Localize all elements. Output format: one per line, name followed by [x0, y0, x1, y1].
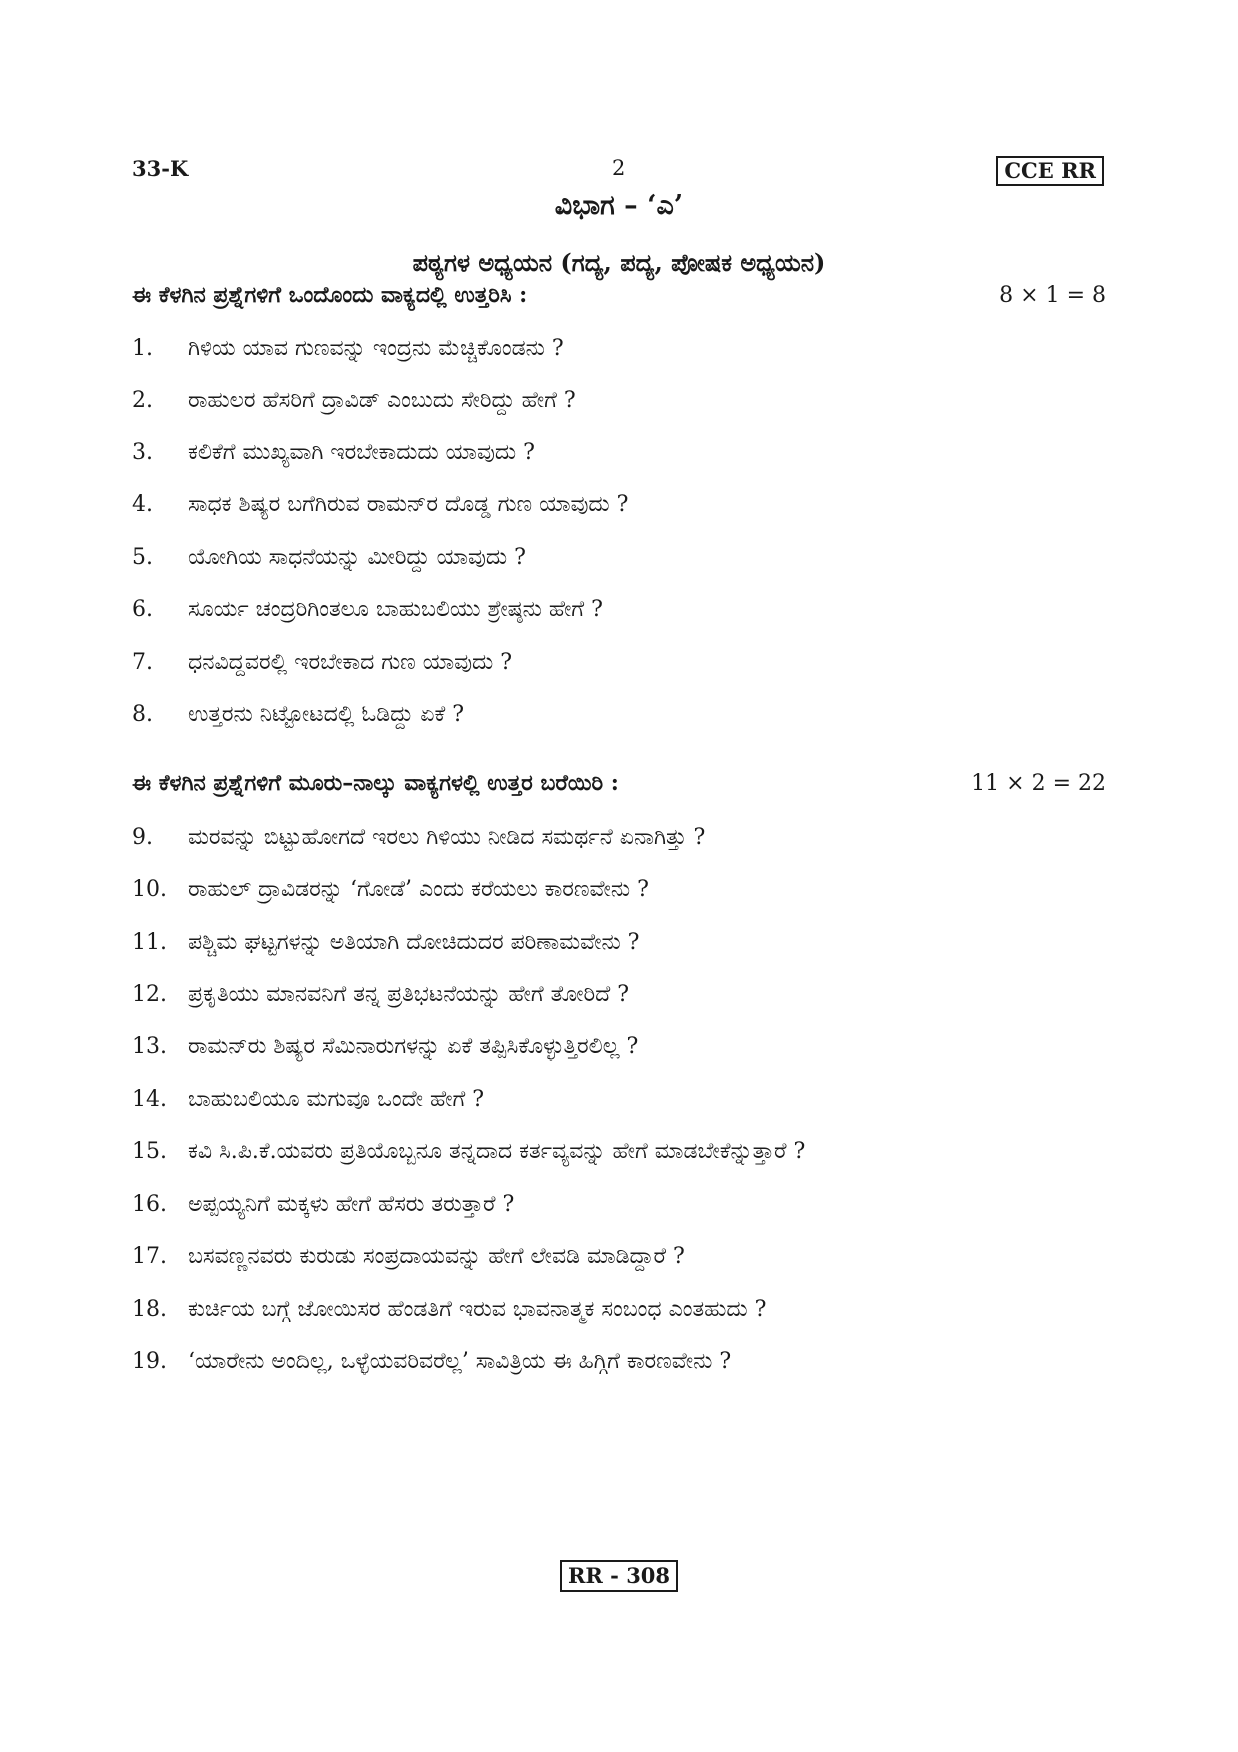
- question-text: ಸಾಧಕ ಶಿಷ್ಯರ ಬಗೆಗಿರುವ ರಾಮನ್‌ರ ದೊಡ್ಡ ಗುಣ ಯಾವುದು ?: [188, 492, 629, 517]
- question-number: 19.: [132, 1349, 167, 1374]
- question-text: ಸೂರ್ಯ ಚಂದ್ರರಿಗಿಂತಲೂ ಬಾಹುಬಲಿಯು ಶ್ರೇಷ್ಠನು ಹೇಗೆ ?: [188, 597, 603, 622]
- question-item: [132, 597, 1106, 622]
- paper-type-box: CCE RR: [996, 156, 1104, 186]
- page-number: 2: [612, 156, 626, 180]
- part2-instruction-row: [132, 770, 1106, 796]
- question-text: ಕಲಿಕೆಗೆ ಮುಖ್ಯವಾಗಿ ಇರಬೇಕಾದುದು ಯಾವುದು ?: [188, 440, 535, 465]
- question-text: ಪ್ರಕೃತಿಯು ಮಾನವನಿಗೆ ತನ್ನ ಪ್ರತಿಭಟನೆಯನ್ನು ಹೇಗೆ ತೋರಿದೆ ?: [188, 982, 629, 1007]
- question-item: [132, 1349, 1106, 1374]
- question-number: 4.: [132, 492, 153, 517]
- question-item: [132, 545, 1106, 570]
- question-number: 16.: [132, 1192, 167, 1217]
- question-number: 17.: [132, 1244, 167, 1269]
- question-text: ಉತ್ತರನು ನಿಟ್ಟೋಟದಲ್ಲಿ ಓಡಿದ್ದು ಏಕೆ ?: [188, 702, 465, 727]
- question-item: [132, 440, 1106, 465]
- part1-instruction: ಈ ಕೆಳಗಿನ ಪ್ರಶ್ನೆಗಳಿಗೆ ಒಂದೊಂದು ವಾಕ್ಯದಲ್ಲಿ ಉತ್ತರಿಸಿ :: [132, 282, 528, 308]
- question-text: ಯೋಗಿಯ ಸಾಧನೆಯನ್ನು ಮೀರಿದ್ದು ಯಾವುದು ?: [188, 545, 526, 570]
- question-number: 9.: [132, 825, 153, 850]
- question-number: 6.: [132, 597, 153, 622]
- paper-code: 33-K: [132, 156, 189, 181]
- footer: [0, 1560, 1238, 1592]
- question-number: 7.: [132, 650, 153, 675]
- question-item: [132, 1139, 1106, 1164]
- question-number: 11.: [132, 930, 167, 955]
- question-item: [132, 1244, 1106, 1269]
- part2-instruction: ಈ ಕೆಳಗಿನ ಪ್ರಶ್ನೆಗಳಿಗೆ ಮೂರು–ನಾಲ್ಕು ವಾಕ್ಯಗಳಲ್ಲಿ ಉತ್ತರ ಬರೆಯಿರಿ :: [132, 770, 619, 796]
- question-item: [132, 1034, 1106, 1059]
- question-number: 10.: [132, 877, 167, 902]
- question-number: 13.: [132, 1034, 167, 1059]
- question-text: ‘ಯಾರೇನು ಅಂದಿಲ್ಲ, ಒಳ್ಳೆಯವರಿವರೆಲ್ಲ’ ಸಾವಿತ್ರಿಯ ಈ ಹಿಗ್ಗಿಗೆ ಕಾರಣವೇನು ?: [188, 1349, 732, 1374]
- question-text: ಬಾಹುಬಲಿಯೂ ಮಗುವೂ ಒಂದೇ ಹೇಗೆ ?: [188, 1087, 485, 1112]
- question-text: ಕವಿ ಸಿ.ಪಿ.ಕೆ.ಯವರು ಪ್ರತಿಯೊಬ್ಬನೂ ತನ್ನದಾದ ಕರ್ತವ್ಯವನ್ನು ಹೇಗೆ ಮಾಡಬೇಕೆನ್ನುತ್ತಾರೆ ?: [188, 1139, 806, 1164]
- question-text: ಗಿಳಿಯ ಯಾವ ಗುಣವನ್ನು ಇಂದ್ರನು ಮೆಚ್ಚಿಕೊಂಡನು ?: [188, 336, 564, 361]
- question-item: [132, 825, 1106, 850]
- question-text: ಪಶ್ಚಿಮ ಘಟ್ಟಗಳನ್ನು ಅತಿಯಾಗಿ ದೋಚಿದುದರ ಪರಿಣಾಮವೇನು ?: [188, 930, 640, 955]
- footer-code-box: RR - 308: [560, 1560, 678, 1592]
- question-item: [132, 388, 1106, 413]
- question-number: 1.: [132, 336, 153, 361]
- question-text: ರಾಮನ್‌ರು ಶಿಷ್ಯರ ಸೆಮಿನಾರುಗಳನ್ನು ಏಕೆ ತಪ್ಪಿಸಿಕೊಳ್ಳುತ್ತಿರಲಿಲ್ಲ ?: [188, 1034, 639, 1059]
- question-text: ಕುರ್ಚಿಯ ಬಗ್ಗೆ ಜೋಯಿಸರ ಹೆಂಡತಿಗೆ ಇರುವ ಭಾವನಾತ್ಮಕ ಸಂಬಂಧ ಎಂತಹುದು ?: [188, 1297, 767, 1322]
- question-number: 12.: [132, 982, 167, 1007]
- question-text: ರಾಹುಲರ ಹೆಸರಿಗೆ ದ್ರಾವಿಡ್ ಎಂಬುದು ಸೇರಿದ್ದು ಹೇಗೆ ?: [188, 388, 576, 413]
- question-number: 14.: [132, 1087, 167, 1112]
- question-item: [132, 877, 1106, 902]
- question-item: [132, 1192, 1106, 1217]
- question-number: 3.: [132, 440, 153, 465]
- question-number: 2.: [132, 388, 153, 413]
- question-item: [132, 1297, 1106, 1322]
- question-item: [132, 650, 1106, 675]
- section-title: ವಿಭಾಗ – ‘ಎ’: [554, 190, 684, 221]
- question-number: 8.: [132, 702, 153, 727]
- question-item: [132, 930, 1106, 955]
- question-item: [132, 492, 1106, 517]
- question-item: [132, 336, 1106, 361]
- question-text: ಧನವಿದ್ದವರಲ್ಲಿ ಇರಬೇಕಾದ ಗುಣ ಯಾವುದು ?: [188, 650, 513, 675]
- question-number: 15.: [132, 1139, 167, 1164]
- section-subtitle: ಪಠ್ಯಗಳ ಅಧ್ಯಯನ (ಗದ್ಯ, ಪದ್ಯ, ಪೋಷಕ ಅಧ್ಯಯನ): [412, 248, 826, 277]
- question-number: 5.: [132, 545, 153, 570]
- part1-instruction-row: [132, 282, 1106, 308]
- question-number: 18.: [132, 1297, 167, 1322]
- part1-marks: 8 × 1 = 8: [999, 283, 1106, 308]
- question-text: ಮರವನ್ನು ಬಿಟ್ಟುಹೋಗದೆ ಇರಲು ಗಿಳಿಯು ನೀಡಿದ ಸಮರ್ಥನೆ ಏನಾಗಿತ್ತು ?: [188, 825, 706, 850]
- question-item: [132, 1087, 1106, 1112]
- question-text: ರಾಹುಲ್ ದ್ರಾವಿಡರನ್ನು ‘ಗೋಡೆ’ ಎಂದು ಕರೆಯಲು ಕಾರಣವೇನು ?: [188, 877, 649, 902]
- part2-marks: 11 × 2 = 22: [971, 771, 1106, 796]
- question-item: [132, 702, 1106, 727]
- question-text: ಅಪ್ಪಯ್ಯನಿಗೆ ಮಕ್ಕಳು ಹೇಗೆ ಹೆಸರು ತರುತ್ತಾರೆ ?: [188, 1192, 515, 1217]
- question-item: [132, 982, 1106, 1007]
- question-text: ಬಸವಣ್ಣನವರು ಕುರುಡು ಸಂಪ್ರದಾಯವನ್ನು ಹೇಗೆ ಲೇವಡಿ ಮಾಡಿದ್ದಾರೆ ?: [188, 1244, 685, 1269]
